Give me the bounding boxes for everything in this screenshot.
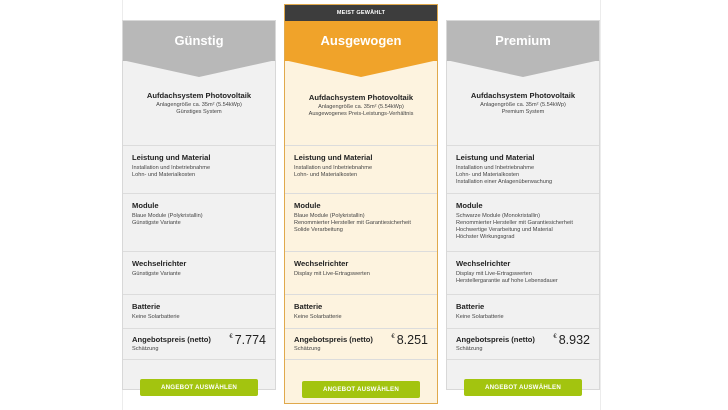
section-title: Batterie: [456, 302, 485, 311]
price-section: [447, 329, 599, 360]
product-name: Aufdachsystem Photovoltaik: [146, 91, 252, 100]
plan-card-guenstig: [122, 20, 276, 390]
price-section: [285, 329, 437, 360]
feature-line: Keine Solarbatterie: [132, 314, 180, 320]
system-size: Anlagengröße ca. 35m² (5.54kWp): [156, 102, 242, 108]
feature-line: Höchster Wirkungsgrad: [456, 234, 515, 240]
select-offer-button[interactable]: ANGEBOT AUSWÄHLEN: [140, 379, 258, 396]
plan-banner: [447, 21, 599, 77]
banner-arrow: [446, 60, 600, 77]
system-size: Anlagengröße ca. 35m² (5.54kWp): [318, 104, 404, 110]
modules-section: [447, 194, 599, 252]
price-section: [123, 329, 275, 360]
product-name: Aufdachsystem Photovoltaik: [470, 91, 576, 100]
currency-symbol: €: [229, 334, 233, 340]
system-type: Ausgewogenes Preis-Leistungs-Verhältnis: [308, 111, 414, 117]
inverter-section: [123, 252, 275, 295]
battery-section: [447, 295, 599, 329]
column-guide: [600, 0, 601, 410]
price-label: Angebotspreis (netto): [294, 335, 373, 344]
section-title: Batterie: [294, 302, 323, 311]
currency-symbol: €: [391, 334, 395, 340]
plan-card-premium: [446, 20, 600, 390]
section-title: Module: [456, 201, 483, 210]
price-label: Angebotspreis (netto): [456, 335, 535, 344]
feature-line: Schwarze Module (Monokristallin): [456, 213, 540, 219]
feature-line: Display mit Live-Ertragswerten: [294, 271, 370, 277]
section-title: Leistung und Material: [456, 153, 535, 162]
plan-card-ausgewogen: [284, 4, 438, 404]
price-note: Schätzung: [132, 346, 159, 352]
performance-section: [447, 146, 599, 194]
section-title: Wechselrichter: [294, 259, 349, 268]
plan-summary: [123, 77, 275, 146]
modules-section: [285, 194, 437, 252]
plan-banner: [123, 21, 275, 77]
performance-section: [285, 146, 437, 194]
performance-section: [123, 146, 275, 194]
plan-name: Günstig: [123, 21, 275, 61]
feature-line: Günstigste Variante: [132, 220, 181, 226]
feature-line: Installation und Inbetriebnahme: [132, 165, 211, 171]
section-title: Batterie: [132, 302, 161, 311]
price-amount: [391, 333, 428, 347]
feature-line: Renommierter Hersteller mit Garantiesicherheit: [456, 220, 573, 226]
system-size: Anlagengröße ca. 35m² (5.54kWp): [480, 102, 566, 108]
banner-arrow: [122, 60, 276, 77]
section-title: Wechselrichter: [132, 259, 187, 268]
feature-line: Keine Solarbatterie: [294, 314, 342, 320]
feature-line: Installation und Inbetriebnahme: [294, 165, 373, 171]
feature-line: Display mit Live-Ertragswerten: [456, 271, 532, 277]
feature-line: Hochwertige Verarbeitung und Material: [456, 227, 553, 233]
price-value: 7.774: [234, 333, 266, 347]
featured-badge: MEIST GEWÄHLT: [285, 5, 437, 21]
modules-section: [123, 194, 275, 252]
feature-line: Solide Verarbeitung: [294, 227, 343, 233]
feature-line: Keine Solarbatterie: [456, 314, 504, 320]
feature-line: Herstellergarantie auf hohe Lebensdauer: [456, 278, 558, 284]
system-type: Günstiges System: [176, 109, 222, 115]
feature-line: Blaue Module (Polykristallin): [132, 213, 203, 219]
price-amount: [553, 333, 590, 347]
button-wrap: [123, 360, 275, 396]
plan-summary: [285, 77, 437, 146]
section-title: Leistung und Material: [294, 153, 373, 162]
price-value: 8.932: [558, 333, 590, 347]
plan-banner: [285, 21, 437, 77]
plan-summary: [447, 77, 599, 146]
product-name: Aufdachsystem Photovoltaik: [308, 93, 414, 102]
battery-section: [285, 295, 437, 329]
inverter-section: [285, 252, 437, 295]
system-type: Premium System: [501, 109, 545, 115]
banner-arrow: [284, 60, 438, 77]
inverter-section: [447, 252, 599, 295]
select-offer-button[interactable]: ANGEBOT AUSWÄHLEN: [464, 379, 582, 396]
feature-line: Renommierter Hersteller mit Garantiesicherheit: [294, 220, 411, 226]
price-note: Schätzung: [294, 346, 321, 352]
plan-name: Premium: [447, 21, 599, 61]
price-label: Angebotspreis (netto): [132, 335, 211, 344]
currency-symbol: €: [553, 334, 557, 340]
feature-line: Günstigste Variante: [132, 271, 181, 277]
feature-line: Installation einer Anlagenüberwachung: [456, 179, 553, 185]
feature-line: Lohn- und Materialkosten: [456, 172, 520, 178]
battery-section: [123, 295, 275, 329]
button-wrap: [285, 360, 437, 398]
button-wrap: [447, 360, 599, 396]
price-note: Schätzung: [456, 346, 483, 352]
section-title: Module: [294, 201, 321, 210]
section-title: Leistung und Material: [132, 153, 211, 162]
feature-line: Installation und Inbetriebnahme: [456, 165, 535, 171]
plan-name: Ausgewogen: [285, 21, 437, 61]
section-title: Module: [132, 201, 159, 210]
select-offer-button[interactable]: ANGEBOT AUSWÄHLEN: [302, 381, 420, 398]
section-title: Wechselrichter: [456, 259, 511, 268]
feature-line: Blaue Module (Polykristallin): [294, 213, 365, 219]
feature-line: Lohn- und Materialkosten: [132, 172, 196, 178]
price-amount: [229, 333, 266, 347]
feature-line: Lohn- und Materialkosten: [294, 172, 358, 178]
price-value: 8.251: [396, 333, 428, 347]
